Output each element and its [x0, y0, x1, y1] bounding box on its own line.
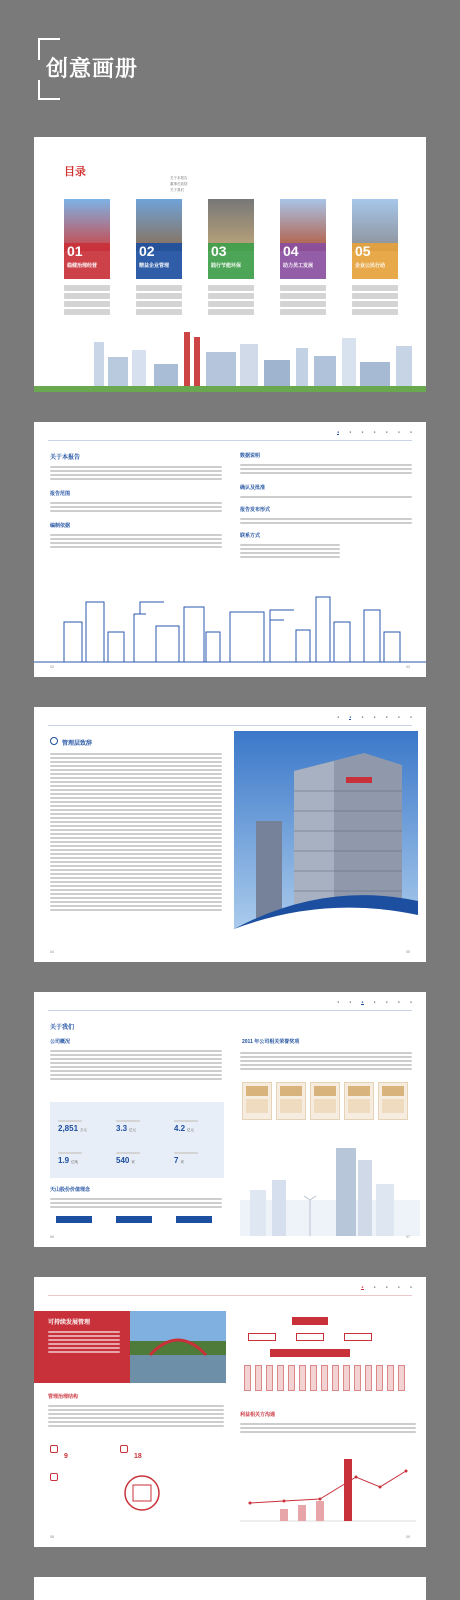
- nav-tab[interactable]: ●: [337, 715, 340, 719]
- section-icon: [50, 737, 58, 745]
- page-number: 03: [406, 665, 410, 669]
- toc-intro-item[interactable]: 关于我们: [170, 188, 184, 192]
- stat-value: 540 家: [116, 1156, 135, 1165]
- chapter-card-5[interactable]: [352, 199, 398, 279]
- nav-tab[interactable]: ●: [409, 1285, 412, 1289]
- running-header: [48, 715, 412, 725]
- body-text: [50, 464, 222, 482]
- nav-tab[interactable]: ●: [373, 430, 376, 434]
- running-header: [48, 1000, 412, 1010]
- nav-tab[interactable]: ●: [409, 1000, 412, 1004]
- org-node: [344, 1333, 372, 1341]
- toc-intro-item[interactable]: 关于本报告: [170, 176, 188, 180]
- nav-tab[interactable]: ●: [361, 1000, 364, 1004]
- award-certificate: [344, 1082, 374, 1120]
- nav-tab[interactable]: ●: [385, 1000, 388, 1004]
- chapter-card-2[interactable]: [136, 199, 182, 279]
- nav-tab[interactable]: ●: [385, 1285, 388, 1289]
- body-text: [50, 1196, 222, 1210]
- governance-icon: [50, 1445, 58, 1453]
- body-text: [48, 1403, 224, 1429]
- management-message-page: [34, 707, 426, 962]
- nav-tab[interactable]: ●: [409, 430, 412, 434]
- city-skyline-illustration: [34, 302, 426, 392]
- toc-title: 目录: [64, 166, 86, 178]
- people-icon: [50, 1473, 58, 1481]
- chapter-number: 03: [211, 243, 227, 259]
- running-header: [48, 1285, 412, 1295]
- headquarters-building-photo: [234, 731, 418, 929]
- org-department: [321, 1365, 328, 1391]
- page-number: 08: [50, 1535, 54, 1539]
- awards-title: 2011 年公司相关荣誉奖项: [242, 1039, 300, 1045]
- award-certificate: [276, 1082, 306, 1120]
- running-header: [48, 430, 412, 440]
- org-department: [387, 1365, 394, 1391]
- chapter-card-1[interactable]: [64, 199, 110, 279]
- org-department: [365, 1365, 372, 1391]
- nav-tab[interactable]: ●: [349, 1000, 352, 1004]
- org-node: [296, 1333, 324, 1341]
- next-page-peek: [34, 1577, 426, 1600]
- section-title: 关于本报告: [50, 455, 81, 461]
- award-certificate: [310, 1082, 340, 1120]
- nav-tab[interactable]: ●: [397, 1000, 400, 1004]
- chapter-number: 05: [355, 243, 371, 259]
- nav-tab[interactable]: ●: [361, 430, 364, 434]
- nav-tab[interactable]: ●: [349, 430, 352, 434]
- page-number: 04: [50, 950, 54, 954]
- stat-value: 7 家: [174, 1156, 184, 1165]
- chapter-card-4[interactable]: [280, 199, 326, 279]
- nav-tab[interactable]: ●: [337, 430, 340, 434]
- org-department: [354, 1365, 361, 1391]
- nav-tab[interactable]: ●: [397, 430, 400, 434]
- page-number: 07: [406, 1235, 410, 1239]
- body-text: [240, 516, 412, 526]
- corner-mark-bottom: [38, 80, 60, 100]
- body-text: [240, 1421, 416, 1435]
- about-us-page: [34, 992, 426, 1247]
- nav-tab[interactable]: ●: [349, 715, 352, 719]
- section-title: 关于我们: [50, 1025, 75, 1031]
- body-text: [240, 462, 412, 476]
- body-text: [240, 1050, 412, 1072]
- award-certificate: [242, 1082, 272, 1120]
- stat-value: 2,851 万元: [58, 1124, 87, 1133]
- contact-text: [240, 542, 340, 560]
- page-number: 02: [50, 665, 54, 669]
- nav-tab[interactable]: ●: [373, 715, 376, 719]
- body-text: [240, 494, 412, 500]
- building-illustration: [240, 1140, 420, 1236]
- stat-value: 4.2 亿元: [174, 1124, 194, 1133]
- body-text: [50, 751, 222, 913]
- subsection-title: 联系方式: [240, 533, 261, 539]
- chapter-number: 04: [283, 243, 299, 259]
- chapter-number: 01: [67, 243, 83, 259]
- org-department: [255, 1365, 262, 1391]
- sustainability-page: [34, 1277, 426, 1547]
- section-title: 可持续发展管理: [48, 1320, 91, 1326]
- value-pill: [176, 1216, 212, 1223]
- chapter-label: 稳健治理经营: [67, 263, 98, 269]
- org-department: [398, 1365, 405, 1391]
- subsection-title: 管理治理结构: [48, 1394, 79, 1400]
- org-department: [288, 1365, 295, 1391]
- page-number: 05: [406, 950, 410, 954]
- value-pill: [56, 1216, 92, 1223]
- nav-tab[interactable]: ●: [373, 1000, 376, 1004]
- org-department: [299, 1365, 306, 1391]
- section-title: 管理层致辞: [62, 741, 93, 747]
- subsection-title: 确认及批准: [240, 485, 266, 491]
- page-number: 06: [50, 1235, 54, 1239]
- org-department: [266, 1365, 273, 1391]
- chapter-card-3[interactable]: [208, 199, 254, 279]
- org-node-top: [292, 1317, 328, 1325]
- body-text: [50, 532, 222, 550]
- page-title: 创意画册: [46, 56, 139, 81]
- org-department: [277, 1365, 284, 1391]
- award-certificate: [378, 1082, 408, 1120]
- key-figures-panel: [50, 1102, 224, 1178]
- chapter-number: 02: [139, 243, 155, 259]
- nav-tab[interactable]: ●: [397, 1285, 400, 1289]
- stat-value: 3.3 亿元: [116, 1124, 136, 1133]
- bridge-landscape-photo: [130, 1311, 226, 1383]
- subsection-title: 编制依据: [50, 523, 71, 529]
- toc-intro-item[interactable]: 董事长致辞: [170, 182, 188, 186]
- stat-number: 9: [64, 1453, 68, 1460]
- seal-illustration: [122, 1473, 162, 1513]
- nav-tab[interactable]: ●: [409, 715, 412, 719]
- nav-tab[interactable]: ●: [361, 1285, 364, 1289]
- org-department: [376, 1365, 383, 1391]
- stat-number: 18: [134, 1453, 142, 1460]
- toc-intro-list: [170, 175, 188, 193]
- body-text: [50, 1048, 222, 1082]
- intro-text: [48, 1329, 120, 1355]
- org-department: [332, 1365, 339, 1391]
- chapter-label: 助力员工发展: [283, 263, 314, 269]
- nav-tab[interactable]: ●: [373, 1285, 376, 1289]
- chapter-label: 企业公民行动: [355, 263, 386, 269]
- page-number: 09: [406, 1535, 410, 1539]
- value-pill: [116, 1216, 152, 1223]
- org-department: [310, 1365, 317, 1391]
- nav-tab[interactable]: ●: [361, 715, 364, 719]
- line-art-cityscape: [34, 592, 426, 667]
- chapter-label: 践行节能环保: [211, 263, 242, 269]
- body-text: [50, 500, 222, 514]
- subsection-title: 报告范围: [50, 491, 71, 497]
- subsection-title: 公司概况: [50, 1039, 71, 1045]
- subsection-title: 报告发布形式: [240, 507, 271, 513]
- chapter-label: 精益企业管理: [139, 263, 170, 269]
- nav-tab[interactable]: ●: [397, 715, 400, 719]
- stat-value: 1.9 亿吨: [58, 1156, 78, 1165]
- subsection-title: 天山股份价值理念: [50, 1187, 91, 1193]
- org-node: [248, 1333, 276, 1341]
- org-node-mid: [270, 1349, 350, 1357]
- org-department: [244, 1365, 251, 1391]
- subsection-title: 数据说明: [240, 453, 261, 459]
- nav-tab[interactable]: ●: [385, 715, 388, 719]
- meeting-icon: [120, 1445, 128, 1453]
- org-department: [343, 1365, 350, 1391]
- toc-page: [34, 137, 426, 392]
- subsection-title: 利益相关方沟通: [240, 1412, 276, 1418]
- about-report-page: [34, 422, 426, 677]
- nav-tab[interactable]: ●: [385, 430, 388, 434]
- stakeholder-chart-illustration: [240, 1443, 416, 1529]
- nav-tab[interactable]: ●: [337, 1000, 340, 1004]
